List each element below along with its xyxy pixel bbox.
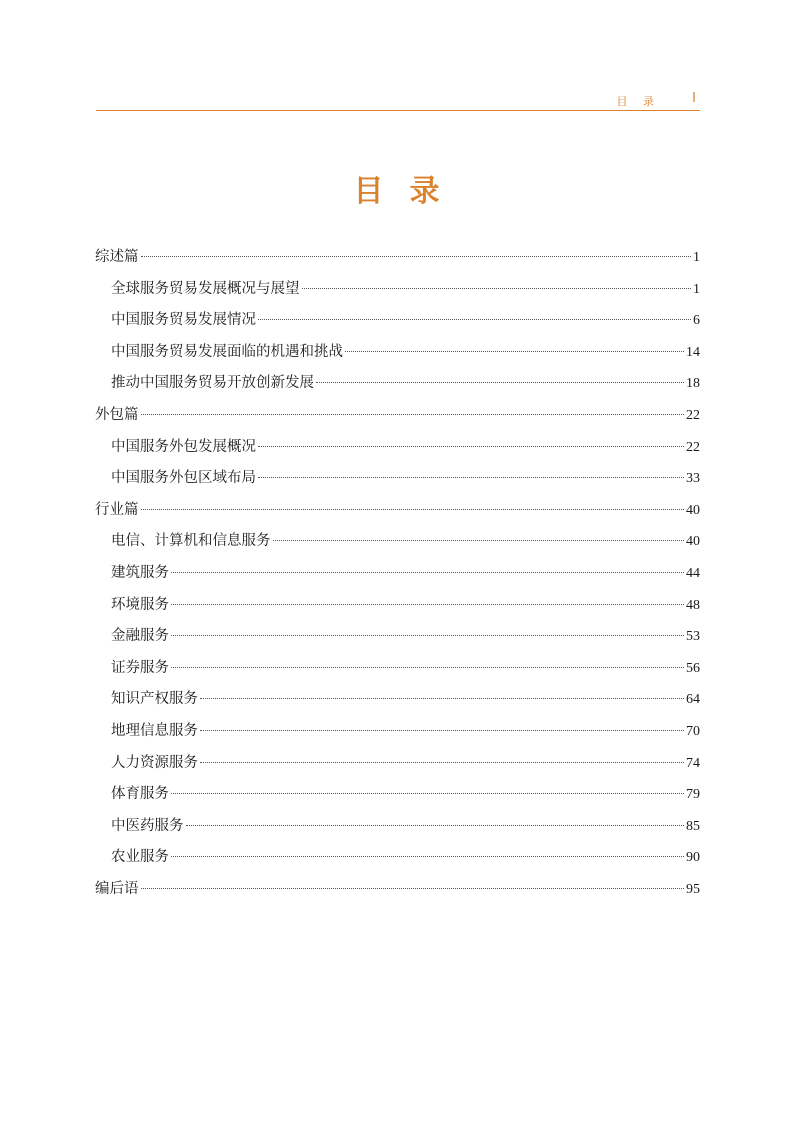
toc-dot-leader	[258, 319, 691, 320]
toc-entry-page-number: 90	[686, 850, 700, 866]
toc-entry-page-number: 48	[686, 597, 700, 613]
toc-entry-label: 证券服务	[111, 659, 169, 676]
header-section-label: 目 录	[616, 95, 660, 108]
toc-dot-leader	[141, 256, 692, 257]
toc-dot-leader	[171, 667, 684, 668]
toc-entry-label: 推动中国服务贸易开放创新发展	[111, 375, 314, 392]
toc-chapter-entry[interactable]	[95, 463, 700, 495]
toc-entry-label: 综述篇	[95, 249, 139, 265]
toc-dot-leader	[186, 825, 685, 826]
toc-chapter-entry[interactable]	[95, 653, 700, 685]
toc-entry-page-number: 64	[686, 692, 700, 708]
toc-chapter-entry[interactable]	[95, 811, 700, 843]
toc-dot-leader	[141, 888, 685, 889]
toc-section-entry[interactable]	[95, 874, 700, 906]
toc-entry-page-number: 22	[686, 439, 700, 455]
toc-dot-leader	[258, 477, 684, 478]
toc-entry-label: 编后语	[95, 880, 139, 897]
toc-chapter-entry[interactable]	[95, 558, 700, 590]
toc-dot-leader	[345, 351, 684, 352]
toc-entry-page-number: 95	[686, 881, 700, 897]
toc-entry-label: 中国服务贸易发展情况	[111, 312, 256, 329]
toc-entry-page-number: 40	[686, 534, 700, 550]
toc-chapter-entry[interactable]	[95, 716, 700, 748]
toc-entry-page-number: 22	[686, 407, 700, 423]
toc-entry-page-number: 40	[686, 502, 700, 518]
toc-entry-page-number: 6	[693, 313, 700, 329]
toc-chapter-entry[interactable]	[95, 432, 700, 464]
toc-entry-label: 农业服务	[111, 849, 169, 866]
toc-entry-label: 中国服务外包区域布局	[111, 470, 256, 487]
toc-dot-leader	[171, 856, 684, 857]
toc-chapter-entry[interactable]	[95, 337, 700, 369]
toc-entry-label: 中医药服务	[111, 817, 184, 834]
toc-entry-label: 中国服务外包发展概况	[111, 438, 256, 455]
toc-chapter-entry[interactable]	[95, 779, 700, 811]
table-of-contents	[95, 242, 700, 905]
toc-entry-label: 建筑服务	[111, 564, 169, 581]
header-page-numeral: I	[692, 91, 696, 106]
toc-entry-label: 电信、计算机和信息服务	[111, 533, 271, 550]
running-header	[96, 88, 700, 111]
toc-dot-leader	[141, 414, 685, 415]
toc-entry-page-number: 85	[686, 818, 700, 834]
toc-chapter-entry[interactable]	[95, 842, 700, 874]
toc-entry-page-number: 44	[686, 565, 700, 581]
toc-entry-page-number: 74	[686, 755, 700, 771]
toc-dot-leader	[273, 540, 685, 541]
toc-dot-leader	[316, 382, 684, 383]
toc-entry-page-number: 70	[686, 723, 700, 739]
toc-chapter-entry[interactable]	[95, 368, 700, 400]
toc-dot-leader	[200, 698, 684, 699]
toc-dot-leader	[258, 446, 684, 447]
toc-entry-page-number: 1	[693, 281, 700, 297]
toc-entry-label: 外包篇	[95, 406, 139, 423]
toc-section-entry[interactable]	[95, 242, 700, 274]
toc-dot-leader	[171, 793, 684, 794]
toc-chapter-entry[interactable]	[95, 526, 700, 558]
toc-entry-page-number: 33	[686, 471, 700, 487]
toc-entry-page-number: 53	[686, 629, 700, 645]
toc-entry-page-number: 56	[686, 660, 700, 676]
toc-section-entry[interactable]	[95, 495, 700, 527]
toc-chapter-entry[interactable]	[95, 590, 700, 622]
toc-dot-leader	[171, 635, 684, 636]
toc-dot-leader	[171, 572, 684, 573]
toc-entry-label: 知识产权服务	[111, 691, 198, 708]
toc-entry-label: 行业篇	[95, 501, 139, 518]
toc-chapter-entry[interactable]	[95, 748, 700, 780]
toc-chapter-entry[interactable]	[95, 305, 700, 337]
toc-entry-label: 中国服务贸易发展面临的机遇和挑战	[111, 343, 343, 360]
toc-dot-leader	[171, 604, 684, 605]
toc-chapter-entry[interactable]	[95, 621, 700, 653]
toc-chapter-entry[interactable]	[95, 684, 700, 716]
toc-entry-label: 环境服务	[111, 596, 169, 613]
toc-entry-page-number: 14	[686, 344, 700, 360]
toc-entry-page-number: 79	[686, 787, 700, 803]
toc-entry-label: 人力资源服务	[111, 754, 198, 771]
toc-entry-page-number: 18	[686, 376, 700, 392]
toc-section-entry[interactable]	[95, 400, 700, 432]
toc-dot-leader	[141, 509, 685, 510]
toc-entry-label: 地理信息服务	[111, 722, 198, 739]
toc-entry-label: 体育服务	[111, 786, 169, 803]
toc-chapter-entry[interactable]	[95, 274, 700, 306]
toc-entry-page-number: 1	[693, 250, 700, 265]
toc-dot-leader	[302, 288, 692, 289]
toc-dot-leader	[200, 730, 684, 731]
toc-dot-leader	[200, 762, 684, 763]
toc-entry-label: 金融服务	[111, 628, 169, 645]
page-title: 目录	[353, 174, 466, 209]
toc-entry-label: 全球服务贸易发展概况与展望	[111, 280, 300, 297]
